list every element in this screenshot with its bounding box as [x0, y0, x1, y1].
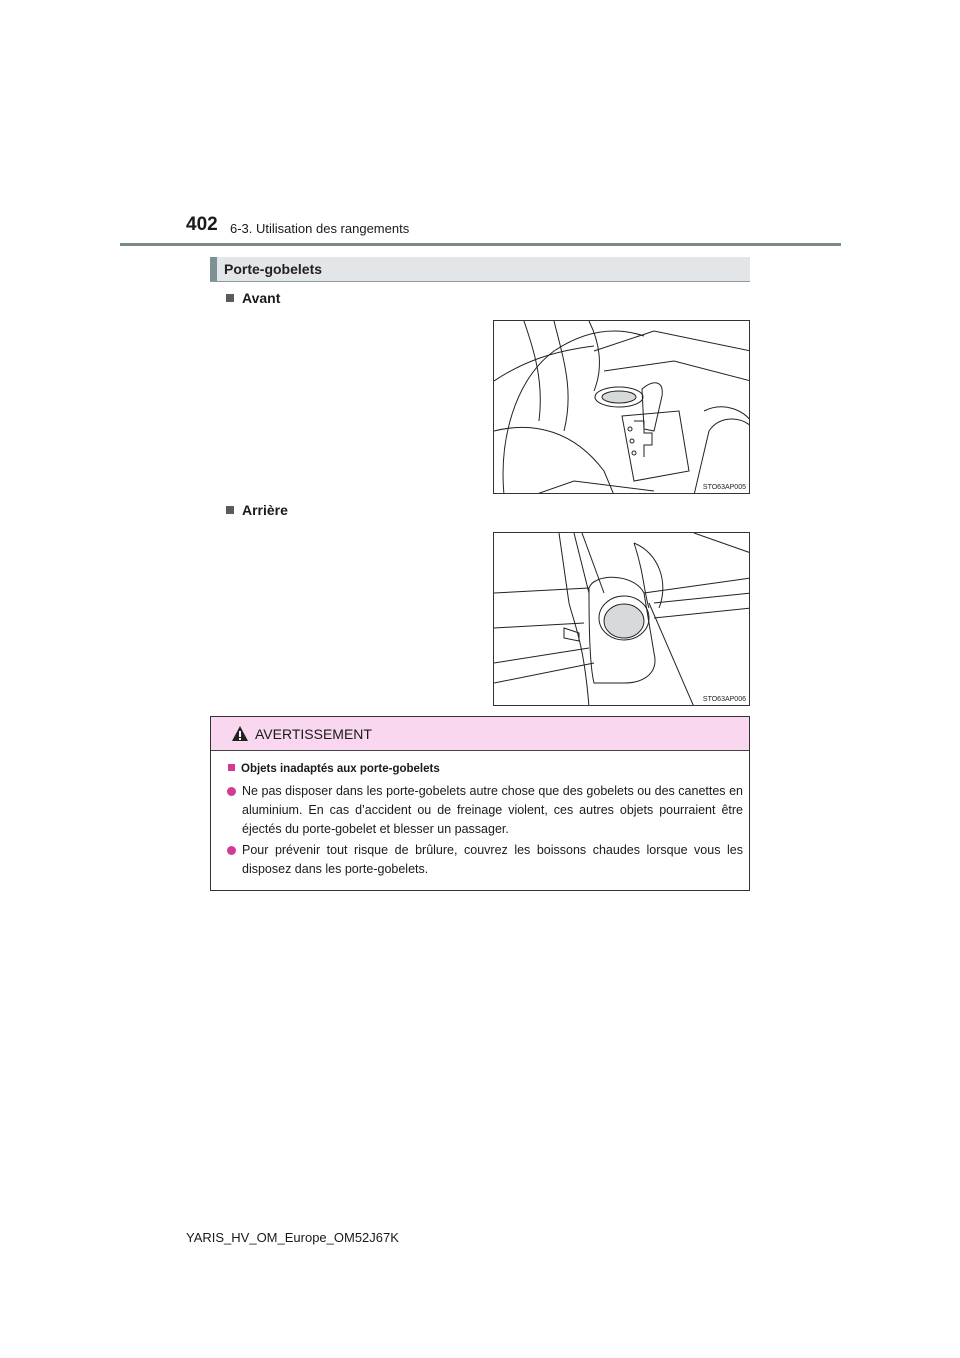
front-heading	[226, 290, 280, 306]
warning-bullet	[227, 841, 743, 879]
front-heading-text: Avant	[242, 290, 281, 306]
section-bar	[210, 257, 750, 282]
section-accent	[210, 257, 217, 281]
warning-bullet-text: Ne pas disposer dans les porte-gobelets autre chose que des gobelets ou des canettes en aluminium. En cas d’accident ou de freinage violent, ces autres objets pourraient être éjectés du porte-gobelet et blesser un passager.	[242, 784, 743, 836]
rear-heading-text: Arrière	[242, 502, 288, 518]
rear-cupholder-illustration	[494, 533, 750, 706]
pink-dot-bullet-icon	[227, 846, 236, 855]
pink-dot-bullet-icon	[227, 787, 236, 796]
rear-cupholder-figure	[493, 532, 750, 706]
footer-doc-id: YARIS_HV_OM_Europe_OM52J67K	[186, 1230, 399, 1245]
section-title: Porte-gobelets	[224, 261, 323, 277]
warning-title: AVERTISSEMENT	[255, 726, 372, 742]
header-rule	[120, 243, 841, 246]
page-number: 402	[186, 214, 218, 235]
warning-triangle-icon	[231, 725, 249, 742]
figure-code: STO63AP006	[702, 696, 746, 703]
square-bullet-icon	[226, 506, 234, 514]
chapter-title: 6-3. Utilisation des rangements	[230, 221, 410, 236]
front-cupholder-illustration	[494, 321, 750, 494]
pink-square-bullet-icon	[228, 764, 235, 771]
front-cupholder-figure	[493, 320, 750, 494]
warning-box	[210, 716, 750, 891]
warning-subheading-text: Objets inadaptés aux porte-gobelets	[241, 763, 440, 775]
warning-bullet	[227, 782, 743, 839]
warning-bullet-text: Pour prévenir tout risque de brûlure, couvrez les boissons chaudes lorsque vous les disposez dans les porte-gobelets.	[242, 843, 743, 876]
warning-header	[211, 717, 749, 751]
figure-code: STO63AP005	[702, 484, 746, 491]
warning-subheading	[228, 763, 440, 775]
square-bullet-icon	[226, 294, 234, 302]
rear-heading	[226, 502, 288, 518]
